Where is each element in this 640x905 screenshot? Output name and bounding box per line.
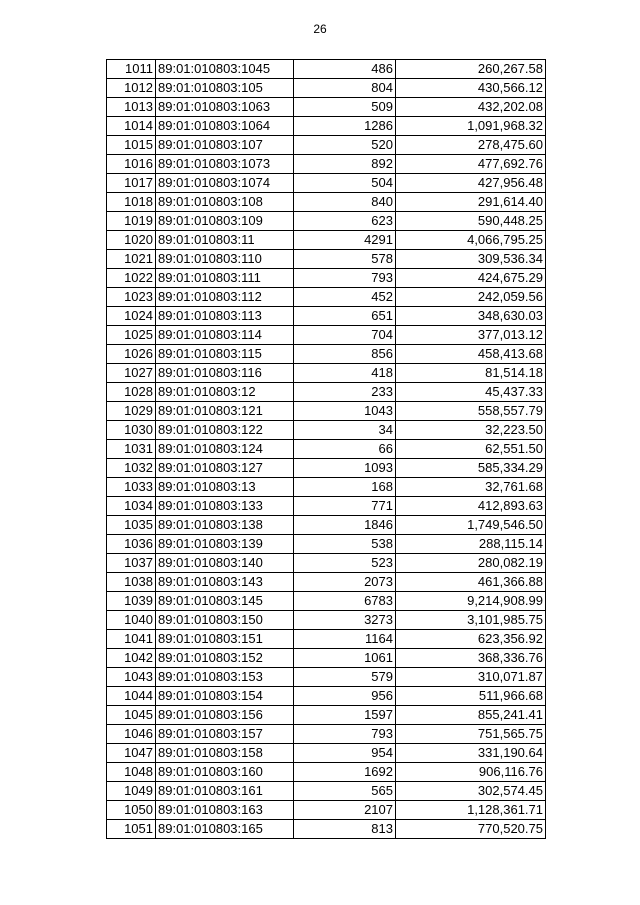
cadastral-value-cell: 751,565.75 (396, 725, 546, 744)
row-number-cell: 1046 (107, 725, 156, 744)
table-row (107, 326, 546, 345)
table-row (107, 231, 546, 250)
cadastral-value-cell: 32,223.50 (396, 421, 546, 440)
cadastral-value-cell: 3,101,985.75 (396, 611, 546, 630)
table-row (107, 60, 546, 79)
row-number-cell: 1045 (107, 706, 156, 725)
cadastral-number-cell: 89:01:010803:109 (156, 212, 294, 231)
row-number-cell: 1012 (107, 79, 156, 98)
row-number-cell: 1034 (107, 497, 156, 516)
row-number-cell: 1015 (107, 136, 156, 155)
table-row (107, 79, 546, 98)
table-row (107, 611, 546, 630)
cadastral-number-cell: 89:01:010803:1073 (156, 155, 294, 174)
area-cell: 578 (294, 250, 396, 269)
table-row (107, 136, 546, 155)
row-number-cell: 1029 (107, 402, 156, 421)
cadastral-value-cell: 62,551.50 (396, 440, 546, 459)
row-number-cell: 1038 (107, 573, 156, 592)
cadastral-value-cell: 9,214,908.99 (396, 592, 546, 611)
table-row (107, 516, 546, 535)
cadastral-number-cell: 89:01:010803:13 (156, 478, 294, 497)
cadastral-number-cell: 89:01:010803:140 (156, 554, 294, 573)
cadastral-number-cell: 89:01:010803:127 (156, 459, 294, 478)
row-number-cell: 1027 (107, 364, 156, 383)
table-row (107, 649, 546, 668)
area-cell: 793 (294, 269, 396, 288)
cadastral-number-cell: 89:01:010803:161 (156, 782, 294, 801)
cadastral-value-cell: 377,013.12 (396, 326, 546, 345)
table-row (107, 174, 546, 193)
area-cell: 520 (294, 136, 396, 155)
cadastral-number-cell: 89:01:010803:1064 (156, 117, 294, 136)
area-cell: 3273 (294, 611, 396, 630)
row-number-cell: 1039 (107, 592, 156, 611)
row-number-cell: 1050 (107, 801, 156, 820)
cadastral-value-cell: 242,059.56 (396, 288, 546, 307)
table-row (107, 554, 546, 573)
cadastral-number-cell: 89:01:010803:1063 (156, 98, 294, 117)
table-row (107, 250, 546, 269)
cadastral-value-cell: 432,202.08 (396, 98, 546, 117)
area-cell: 954 (294, 744, 396, 763)
row-number-cell: 1016 (107, 155, 156, 174)
cadastral-number-cell: 89:01:010803:108 (156, 193, 294, 212)
cadastral-number-cell: 89:01:010803:156 (156, 706, 294, 725)
row-number-cell: 1040 (107, 611, 156, 630)
cadastral-value-cell: 461,366.88 (396, 573, 546, 592)
row-number-cell: 1031 (107, 440, 156, 459)
row-number-cell: 1041 (107, 630, 156, 649)
cadastral-value-cell: 906,116.76 (396, 763, 546, 782)
area-cell: 840 (294, 193, 396, 212)
area-cell: 504 (294, 174, 396, 193)
area-cell: 1846 (294, 516, 396, 535)
cadastral-number-cell: 89:01:010803:11 (156, 231, 294, 250)
cadastral-number-cell: 89:01:010803:1045 (156, 60, 294, 79)
area-cell: 2073 (294, 573, 396, 592)
row-number-cell: 1026 (107, 345, 156, 364)
row-number-cell: 1035 (107, 516, 156, 535)
cadastral-value-cell: 45,437.33 (396, 383, 546, 402)
row-number-cell: 1013 (107, 98, 156, 117)
area-cell: 793 (294, 725, 396, 744)
row-number-cell: 1014 (107, 117, 156, 136)
row-number-cell: 1043 (107, 668, 156, 687)
table-row (107, 383, 546, 402)
cadastral-number-cell: 89:01:010803:12 (156, 383, 294, 402)
row-number-cell: 1037 (107, 554, 156, 573)
table-row (107, 630, 546, 649)
area-cell: 856 (294, 345, 396, 364)
cadastral-number-cell: 89:01:010803:112 (156, 288, 294, 307)
area-cell: 579 (294, 668, 396, 687)
table-row (107, 269, 546, 288)
cadastral-value-cell: 511,966.68 (396, 687, 546, 706)
row-number-cell: 1019 (107, 212, 156, 231)
row-number-cell: 1044 (107, 687, 156, 706)
table-row (107, 687, 546, 706)
cadastral-value-cell: 855,241.41 (396, 706, 546, 725)
area-cell: 956 (294, 687, 396, 706)
row-number-cell: 1033 (107, 478, 156, 497)
cadastral-value-cell: 331,190.64 (396, 744, 546, 763)
table-row (107, 573, 546, 592)
cadastral-value-cell: 288,115.14 (396, 535, 546, 554)
row-number-cell: 1025 (107, 326, 156, 345)
area-cell: 509 (294, 98, 396, 117)
table-row (107, 725, 546, 744)
table-row (107, 459, 546, 478)
cadastral-value-cell: 623,356.92 (396, 630, 546, 649)
cadastral-value-cell: 1,128,361.71 (396, 801, 546, 820)
table-row (107, 706, 546, 725)
cadastral-number-cell: 89:01:010803:165 (156, 820, 294, 839)
area-cell: 523 (294, 554, 396, 573)
area-cell: 233 (294, 383, 396, 402)
table-row (107, 364, 546, 383)
cadastral-value-cell: 590,448.25 (396, 212, 546, 231)
cadastral-value-cell: 309,536.34 (396, 250, 546, 269)
area-cell: 418 (294, 364, 396, 383)
cadastral-number-cell: 89:01:010803:145 (156, 592, 294, 611)
cadastral-number-cell: 89:01:010803:163 (156, 801, 294, 820)
table-row (107, 345, 546, 364)
cadastral-number-cell: 89:01:010803:158 (156, 744, 294, 763)
cadastral-value-cell: 1,749,546.50 (396, 516, 546, 535)
cadastral-value-cell: 81,514.18 (396, 364, 546, 383)
area-cell: 892 (294, 155, 396, 174)
area-cell: 66 (294, 440, 396, 459)
area-cell: 1043 (294, 402, 396, 421)
area-cell: 813 (294, 820, 396, 839)
area-cell: 1093 (294, 459, 396, 478)
cadastral-number-cell: 89:01:010803:150 (156, 611, 294, 630)
area-cell: 771 (294, 497, 396, 516)
area-cell: 651 (294, 307, 396, 326)
cadastral-number-cell: 89:01:010803:157 (156, 725, 294, 744)
row-number-cell: 1020 (107, 231, 156, 250)
cadastral-value-cell: 348,630.03 (396, 307, 546, 326)
area-cell: 1597 (294, 706, 396, 725)
cadastral-value-cell: 427,956.48 (396, 174, 546, 193)
page-number: 26 (313, 22, 327, 36)
area-cell: 168 (294, 478, 396, 497)
area-cell: 6783 (294, 592, 396, 611)
cadastral-value-cell: 558,557.79 (396, 402, 546, 421)
cadastral-number-cell: 89:01:010803:111 (156, 269, 294, 288)
cadastral-number-cell: 89:01:010803:139 (156, 535, 294, 554)
cadastral-number-cell: 89:01:010803:124 (156, 440, 294, 459)
area-cell: 1286 (294, 117, 396, 136)
table-row (107, 117, 546, 136)
cadastral-value-cell: 477,692.76 (396, 155, 546, 174)
cadastral-value-cell: 770,520.75 (396, 820, 546, 839)
row-number-cell: 1021 (107, 250, 156, 269)
cadastral-value-cell: 280,082.19 (396, 554, 546, 573)
cadastral-number-cell: 89:01:010803:114 (156, 326, 294, 345)
cadastral-number-cell: 89:01:010803:116 (156, 364, 294, 383)
row-number-cell: 1051 (107, 820, 156, 839)
table-row (107, 744, 546, 763)
table-row (107, 155, 546, 174)
cadastral-value-cell: 4,066,795.25 (396, 231, 546, 250)
table-row (107, 421, 546, 440)
table-row (107, 212, 546, 231)
row-number-cell: 1023 (107, 288, 156, 307)
cadastral-value-cell: 32,761.68 (396, 478, 546, 497)
table-body (107, 60, 546, 839)
cadastral-number-cell: 89:01:010803:110 (156, 250, 294, 269)
row-number-cell: 1028 (107, 383, 156, 402)
row-number-cell: 1036 (107, 535, 156, 554)
cadastral-number-cell: 89:01:010803:138 (156, 516, 294, 535)
cadastral-number-cell: 89:01:010803:154 (156, 687, 294, 706)
row-number-cell: 1022 (107, 269, 156, 288)
cadastral-number-cell: 89:01:010803:115 (156, 345, 294, 364)
row-number-cell: 1032 (107, 459, 156, 478)
cadastral-value-cell: 458,413.68 (396, 345, 546, 364)
row-number-cell: 1011 (107, 60, 156, 79)
cadastral-value-cell: 585,334.29 (396, 459, 546, 478)
area-cell: 704 (294, 326, 396, 345)
cadastral-number-cell: 89:01:010803:152 (156, 649, 294, 668)
table-row (107, 535, 546, 554)
area-cell: 565 (294, 782, 396, 801)
cadastral-value-cell: 424,675.29 (396, 269, 546, 288)
table-row (107, 820, 546, 839)
row-number-cell: 1018 (107, 193, 156, 212)
table-row (107, 193, 546, 212)
area-cell: 452 (294, 288, 396, 307)
cadastral-number-cell: 89:01:010803:113 (156, 307, 294, 326)
cadastral-number-cell: 89:01:010803:153 (156, 668, 294, 687)
cadastral-number-cell: 89:01:010803:105 (156, 79, 294, 98)
row-number-cell: 1042 (107, 649, 156, 668)
table-row (107, 307, 546, 326)
cadastral-value-cell: 291,614.40 (396, 193, 546, 212)
table-row (107, 782, 546, 801)
area-cell: 804 (294, 79, 396, 98)
cadastral-value-table (106, 59, 546, 839)
area-cell: 34 (294, 421, 396, 440)
table-row (107, 497, 546, 516)
area-cell: 538 (294, 535, 396, 554)
area-cell: 4291 (294, 231, 396, 250)
table-row (107, 801, 546, 820)
cadastral-value-cell: 310,071.87 (396, 668, 546, 687)
table-row (107, 440, 546, 459)
table-row (107, 478, 546, 497)
row-number-cell: 1017 (107, 174, 156, 193)
cadastral-number-cell: 89:01:010803:107 (156, 136, 294, 155)
table-row (107, 98, 546, 117)
cadastral-value-cell: 412,893.63 (396, 497, 546, 516)
cadastral-number-cell: 89:01:010803:122 (156, 421, 294, 440)
cadastral-number-cell: 89:01:010803:160 (156, 763, 294, 782)
table-row (107, 763, 546, 782)
area-cell: 2107 (294, 801, 396, 820)
area-cell: 1692 (294, 763, 396, 782)
cadastral-value-cell: 368,336.76 (396, 649, 546, 668)
row-number-cell: 1024 (107, 307, 156, 326)
cadastral-number-cell: 89:01:010803:1074 (156, 174, 294, 193)
table-row (107, 288, 546, 307)
cadastral-number-cell: 89:01:010803:143 (156, 573, 294, 592)
cadastral-number-cell: 89:01:010803:151 (156, 630, 294, 649)
table-row (107, 592, 546, 611)
area-cell: 1164 (294, 630, 396, 649)
table-row (107, 668, 546, 687)
cadastral-value-cell: 260,267.58 (396, 60, 546, 79)
cadastral-value-cell: 1,091,968.32 (396, 117, 546, 136)
cadastral-number-cell: 89:01:010803:121 (156, 402, 294, 421)
table-row (107, 402, 546, 421)
row-number-cell: 1047 (107, 744, 156, 763)
row-number-cell: 1030 (107, 421, 156, 440)
cadastral-number-cell: 89:01:010803:133 (156, 497, 294, 516)
area-cell: 623 (294, 212, 396, 231)
area-cell: 486 (294, 60, 396, 79)
cadastral-value-cell: 302,574.45 (396, 782, 546, 801)
area-cell: 1061 (294, 649, 396, 668)
row-number-cell: 1049 (107, 782, 156, 801)
cadastral-value-cell: 278,475.60 (396, 136, 546, 155)
row-number-cell: 1048 (107, 763, 156, 782)
cadastral-value-cell: 430,566.12 (396, 79, 546, 98)
